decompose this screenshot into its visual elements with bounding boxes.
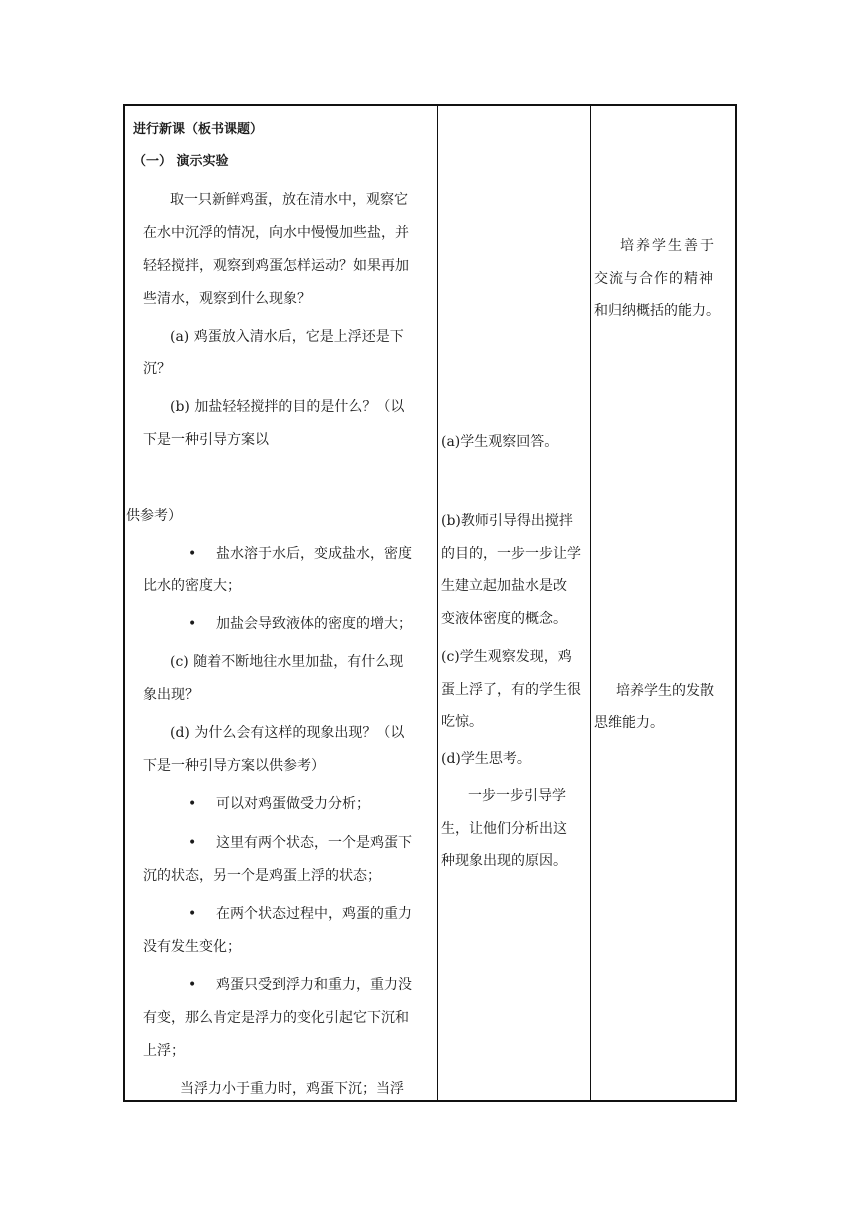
activity-d: (d)学生思考。 — [441, 751, 531, 767]
lesson-heading: 进行新课（板书课题） — [133, 122, 264, 137]
question-c: (c) 随着不断地往水里加盐，有什么现 — [170, 654, 404, 670]
activity-b: (b)教师引导得出搅拌 — [441, 513, 573, 529]
question-d-cont: 下是一种引导方案以供参考） — [143, 758, 325, 774]
goal-1: 培养学生善于 — [620, 238, 716, 254]
paragraph-line: 取一只新鲜鸡蛋，放在清水中，观察它 — [170, 192, 408, 208]
paragraph-line: 当浮力小于重力时，鸡蛋下沉；当浮 — [180, 1081, 404, 1097]
bullet-glyph: • — [188, 977, 197, 993]
activity-b-cont: 变液体密度的概念。 — [441, 611, 567, 627]
question-c-cont: 象出现？ — [143, 687, 199, 703]
bullet-item: 在两个状态过程中，鸡蛋的重力 — [216, 906, 412, 922]
activity-b-cont: 生建立起加盐水是改 — [441, 578, 567, 594]
paragraph-line: 轻轻搅拌，观察到鸡蛋怎样运动？如果再加 — [143, 258, 409, 274]
paragraph-line: 在水中沉浮的情况，向水中慢慢加些盐，并 — [143, 225, 409, 241]
activity-e-cont: 种现象出现的原因。 — [441, 853, 567, 869]
bullet-item-cont: 没有发生变化； — [143, 939, 241, 955]
bullet-glyph: • — [188, 796, 197, 812]
goal-1-cont: 交流与合作的精神 — [594, 271, 714, 287]
bullet-glyph: • — [188, 546, 197, 562]
bullet-item: 这里有两个状态，一个是鸡蛋下 — [216, 835, 412, 851]
question-a-cont: 沉？ — [143, 361, 171, 377]
question-b: (b) 加盐轻轻搅拌的目的是什么？（以 — [170, 399, 405, 415]
question-b-tail: 供参考） — [126, 508, 182, 524]
activity-b-cont: 的目的，一步一步让学 — [441, 546, 581, 562]
question-d: (d) 为什么会有这样的现象出现？（以 — [170, 725, 405, 741]
bullet-item: 可以对鸡蛋做受力分析； — [216, 796, 370, 812]
paragraph-line: 些清水，观察到什么现象？ — [143, 291, 311, 307]
bullet-item-cont: 上浮； — [143, 1043, 185, 1059]
bullet-glyph: • — [188, 835, 197, 851]
bullet-item: 加盐会导致液体的密度的增大； — [216, 616, 412, 632]
section-title: （一） 演示实验 — [133, 154, 229, 169]
activity-e: 一步一步引导学 — [468, 788, 566, 804]
activity-e-cont: 生，让他们分析出这 — [441, 821, 567, 837]
bullet-item-cont: 沉的状态，另一个是鸡蛋上浮的状态； — [143, 868, 381, 884]
bullet-item-cont: 比水的密度大； — [143, 578, 241, 594]
column-divider-1 — [437, 106, 438, 1100]
bullet-item: 盐水溶于水后，变成盐水，密度 — [216, 546, 412, 562]
column-divider-2 — [590, 106, 591, 1100]
goal-2: 培养学生的发散 — [616, 683, 714, 699]
activity-c-cont: 吃惊。 — [441, 714, 483, 730]
bullet-item: 鸡蛋只受到浮力和重力，重力没 — [216, 977, 412, 993]
bullet-glyph: • — [188, 616, 197, 632]
goal-1-cont: 和归纳概括的能力。 — [594, 303, 720, 319]
bullet-glyph: • — [188, 906, 197, 922]
question-b-cont: 下是一种引导方案以 — [143, 432, 269, 448]
activity-c-cont: 蛋上浮了，有的学生很 — [441, 682, 581, 698]
activity-c: (c)学生观察发现，鸡 — [441, 649, 572, 665]
goal-2-cont: 思维能力。 — [594, 715, 664, 731]
question-a: (a) 鸡蛋放入清水后，它是上浮还是下 — [170, 329, 404, 345]
bullet-item-cont: 有变，那么肯定是浮力的变化引起它下沉和 — [143, 1010, 409, 1026]
activity-a: (a)学生观察回答。 — [441, 434, 559, 450]
